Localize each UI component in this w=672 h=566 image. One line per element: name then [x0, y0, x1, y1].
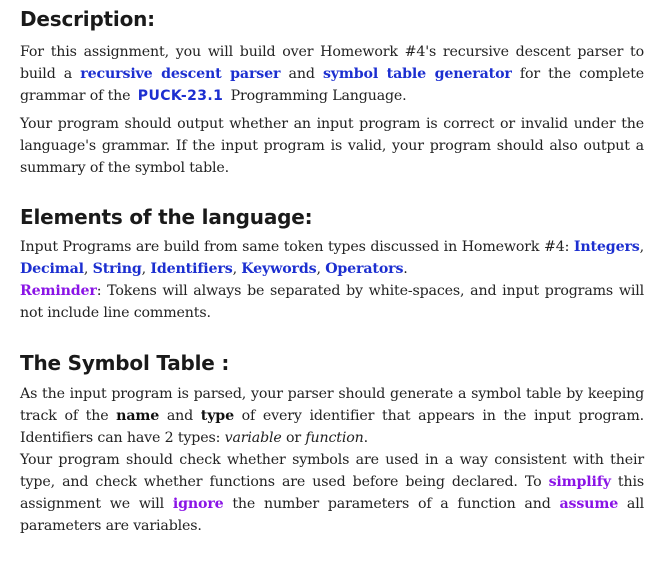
symbol-table-paragraph-2: Your program should check whether symbols are used in a way consistent with their type, and check whether functions are used before being declared. To simplify this assignment we will ignore the number parameters of a function and assume all parameters are variables.	[20, 452, 644, 534]
description-paragraph-2: Your program should output whether an input program is correct or invalid under the language's grammar. If the input program is valid, your program should also output a summary of the symbol table.	[20, 116, 644, 176]
term-name: name	[116, 408, 160, 424]
token-type: Decimal	[20, 261, 84, 277]
token-type: String	[92, 261, 142, 277]
type-variable: variable	[224, 430, 282, 446]
token-type: Operators	[325, 261, 404, 277]
term-recursive-descent-parser: recursive descent parser	[80, 66, 281, 82]
elements-paragraph-1: Input Programs are build from same token types discussed in Homework #4: Integers, Decimal, String, Identifiers, Keywords, Operators.	[20, 239, 644, 277]
token-type: Keywords	[241, 261, 317, 277]
description-paragraph-1: For this assignment, you will build over Homework #4's recursive descent parser to build a recursive descent parser and symbol table generator for the complete grammar of the PUCK-23.1 Programming Language.	[20, 44, 645, 104]
term-symbol-table-generator: symbol table generator	[322, 66, 512, 82]
type-function: function	[305, 430, 364, 446]
section-heading-elements: Elements of the language:	[20, 205, 313, 229]
reminder-label: Reminder	[20, 283, 97, 299]
term-type: type	[200, 408, 234, 424]
symbol-table-paragraph-1: As the input program is parsed, your parser should generate a symbol table by keeping track of the name and type of every identifier that appears in the input program. Identifiers can have 2 types: variable or function.	[20, 386, 644, 446]
section-heading-description: Description:	[20, 7, 155, 31]
token-type: Identifiers	[150, 261, 233, 277]
emphasis-ignore: ignore	[172, 496, 224, 512]
elements-paragraph-2: Reminder: Tokens will always be separated by white-spaces, and input programs will not include line comments.	[20, 283, 644, 321]
token-type: Integers	[573, 239, 640, 255]
emphasis-assume: assume	[559, 496, 619, 512]
emphasis-simplify: simplify	[548, 474, 611, 490]
section-heading-symbol-table: The Symbol Table :	[20, 351, 230, 375]
language-name: PUCK-23.1	[137, 88, 224, 104]
